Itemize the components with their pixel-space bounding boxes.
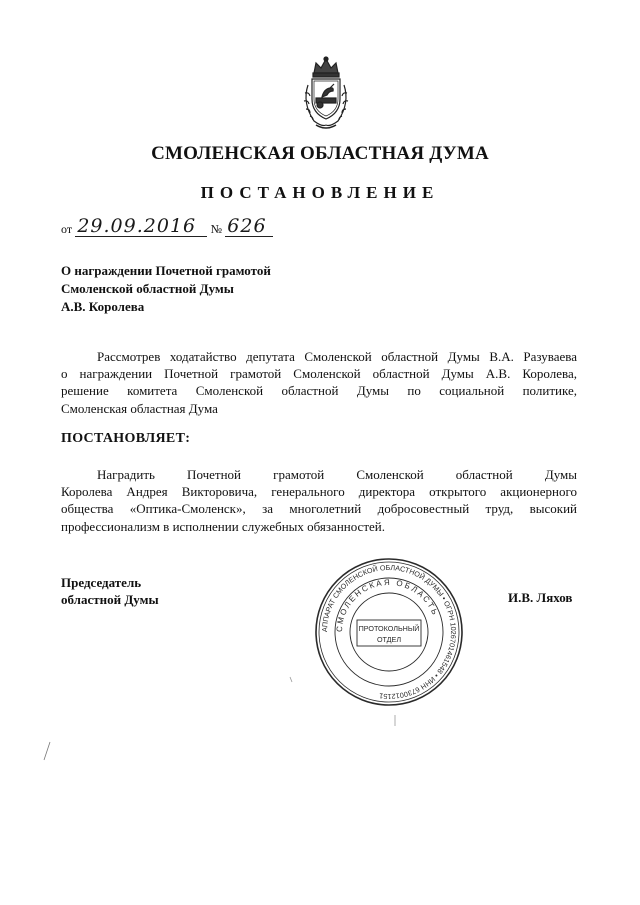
scan-mark bbox=[392, 714, 398, 728]
signer-title bbox=[61, 574, 159, 608]
decree-line: общества «Оптика-Смоленск», за многолетний добросовестный труд, высокий bbox=[61, 501, 577, 517]
preamble-line: Рассмотрев ходатайство депутата Смоленской областной Думы В.А. Разуваева bbox=[97, 349, 577, 364]
document-type-heading: ПОСТАНОВЛЕНИЕ bbox=[200, 183, 440, 202]
subject-line: Смоленской областной Думы bbox=[61, 281, 234, 296]
decree-line: Королева Андрея Викторовича, генерального директора открытого акционерного bbox=[61, 484, 577, 500]
subject-line: А.В. Королева bbox=[61, 299, 145, 314]
signer-title-line: областной Думы bbox=[61, 592, 159, 607]
scan-mark bbox=[40, 740, 54, 762]
stamp-center-line2: ОТДЕЛ bbox=[376, 635, 402, 644]
official-stamp bbox=[313, 556, 465, 708]
preamble-line: решение комитета Смоленской областной Думы по социальной политике, bbox=[61, 383, 577, 399]
date-prefix: от bbox=[61, 222, 73, 236]
registration-line bbox=[61, 216, 273, 242]
signer-title-line: Председатель bbox=[61, 575, 142, 590]
number-prefix: № bbox=[210, 222, 223, 236]
subject-line: О награждении Почетной грамотой bbox=[61, 263, 271, 278]
organization-title: СМОЛЕНСКАЯ ОБЛАСТНАЯ ДУМА bbox=[151, 143, 489, 164]
stamp-center-line1: ПРОТОКОЛЬНЫЙ bbox=[358, 624, 420, 633]
smolensk-coat-of-arms-icon bbox=[294, 55, 358, 133]
decree-line: Наградить Почетной грамотой Смоленской областной Думы bbox=[97, 467, 577, 482]
document-subject bbox=[61, 262, 271, 316]
scan-mark bbox=[288, 676, 294, 684]
handwritten-number: 626 bbox=[225, 216, 273, 237]
signer-name: И.В. Ляхов bbox=[508, 590, 573, 605]
decree-paragraph bbox=[61, 466, 577, 535]
preamble-paragraph bbox=[61, 348, 577, 417]
stamp-inner-text: СМОЛЕНСКАЯ ОБЛАСТЬ bbox=[334, 577, 441, 633]
preamble-line: о награждении Почетной грамотой Смоленской областной Думы А.В. Королева, bbox=[61, 366, 577, 382]
decree-heading: ПОСТАНОВЛЯЕТ: bbox=[61, 431, 191, 446]
handwritten-date: 29.09.2016 bbox=[75, 216, 207, 237]
decree-line: профессионализм в исполнении служебных обязанностей. bbox=[61, 518, 385, 534]
preamble-line: Смоленская областная Дума bbox=[61, 400, 218, 416]
stamp-outer-text: АППАРАТ СМОЛЕНСКОЙ ОБЛАСТНОЙ ДУМЫ • ОГРН 1026701461548 • ИНН 6730012151 bbox=[319, 562, 459, 702]
